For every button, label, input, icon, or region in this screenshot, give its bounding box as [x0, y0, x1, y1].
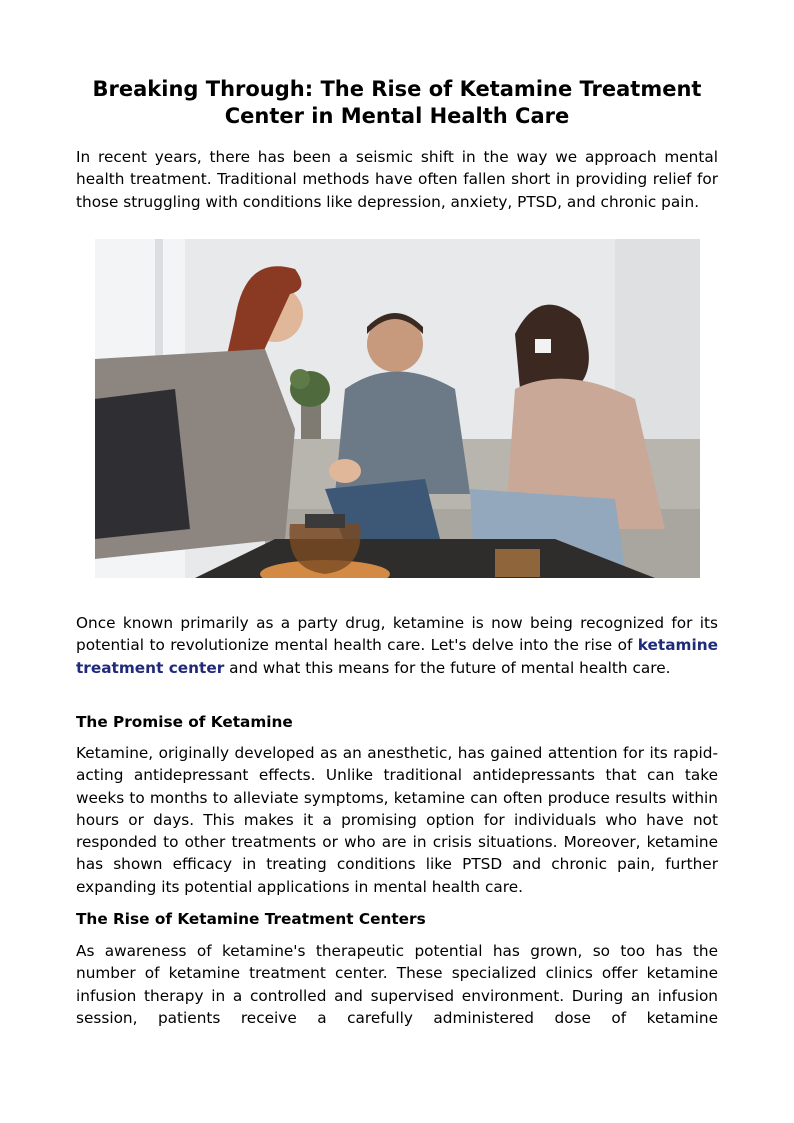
article-title-line-2: Center in Mental Health Care [224, 104, 570, 128]
intro-paragraph: In recent years, there has been a seismic shift in the way we approach mental health treatment. Traditional methods have often fallen short in providing relief for those struggling with conditions like depression, anxiety, PTSD, and chronic pain. [76, 148, 718, 211]
section-heading-promise: The Promise of Ketamine [76, 713, 293, 731]
section-body-promise: Ketamine, originally developed as an anesthetic, has gained attention for its rapid-acting antidepressant effects. Unlike traditional antidepressants that can take weeks to months to alleviate symptoms, ketamine can often produce results within hours or days. This makes it a promising option for individuals who have not responded to other treatments or who are in crisis situations. Moreover, ketamine has shown efficacy in treating conditions like PTSD and chronic pain, further expanding its potential applications in mental health care. [76, 744, 718, 896]
paragraph-2-text-before: Once known primarily as a party drug, ketamine is now being recognized for its potential to revolutionize mental health care. Let's delve into the rise of [76, 614, 718, 655]
article-title [76, 76, 718, 130]
paragraph-2-text-after: and what this means for the future of mental health care. [224, 658, 671, 677]
article-title-line-1: Breaking Through: The Rise of Ketamine Treatment [92, 77, 702, 101]
paragraph-2 [76, 612, 718, 679]
section-body-rise: As awareness of ketamine's therapeutic potential has grown, so too has the number of ketamine treatment center. These specialized clinics offer ketamine infusion therapy in a controlled and supervised environment. During an infusion session, patients receive a carefully administered dose of ketamine [76, 942, 718, 1027]
therapy-session-photo [95, 239, 700, 578]
section-heading-rise: The Rise of Ketamine Treatment Centers [76, 910, 426, 928]
ketamine-treatment-center-link[interactable]: ketamine treatment center [76, 636, 718, 677]
